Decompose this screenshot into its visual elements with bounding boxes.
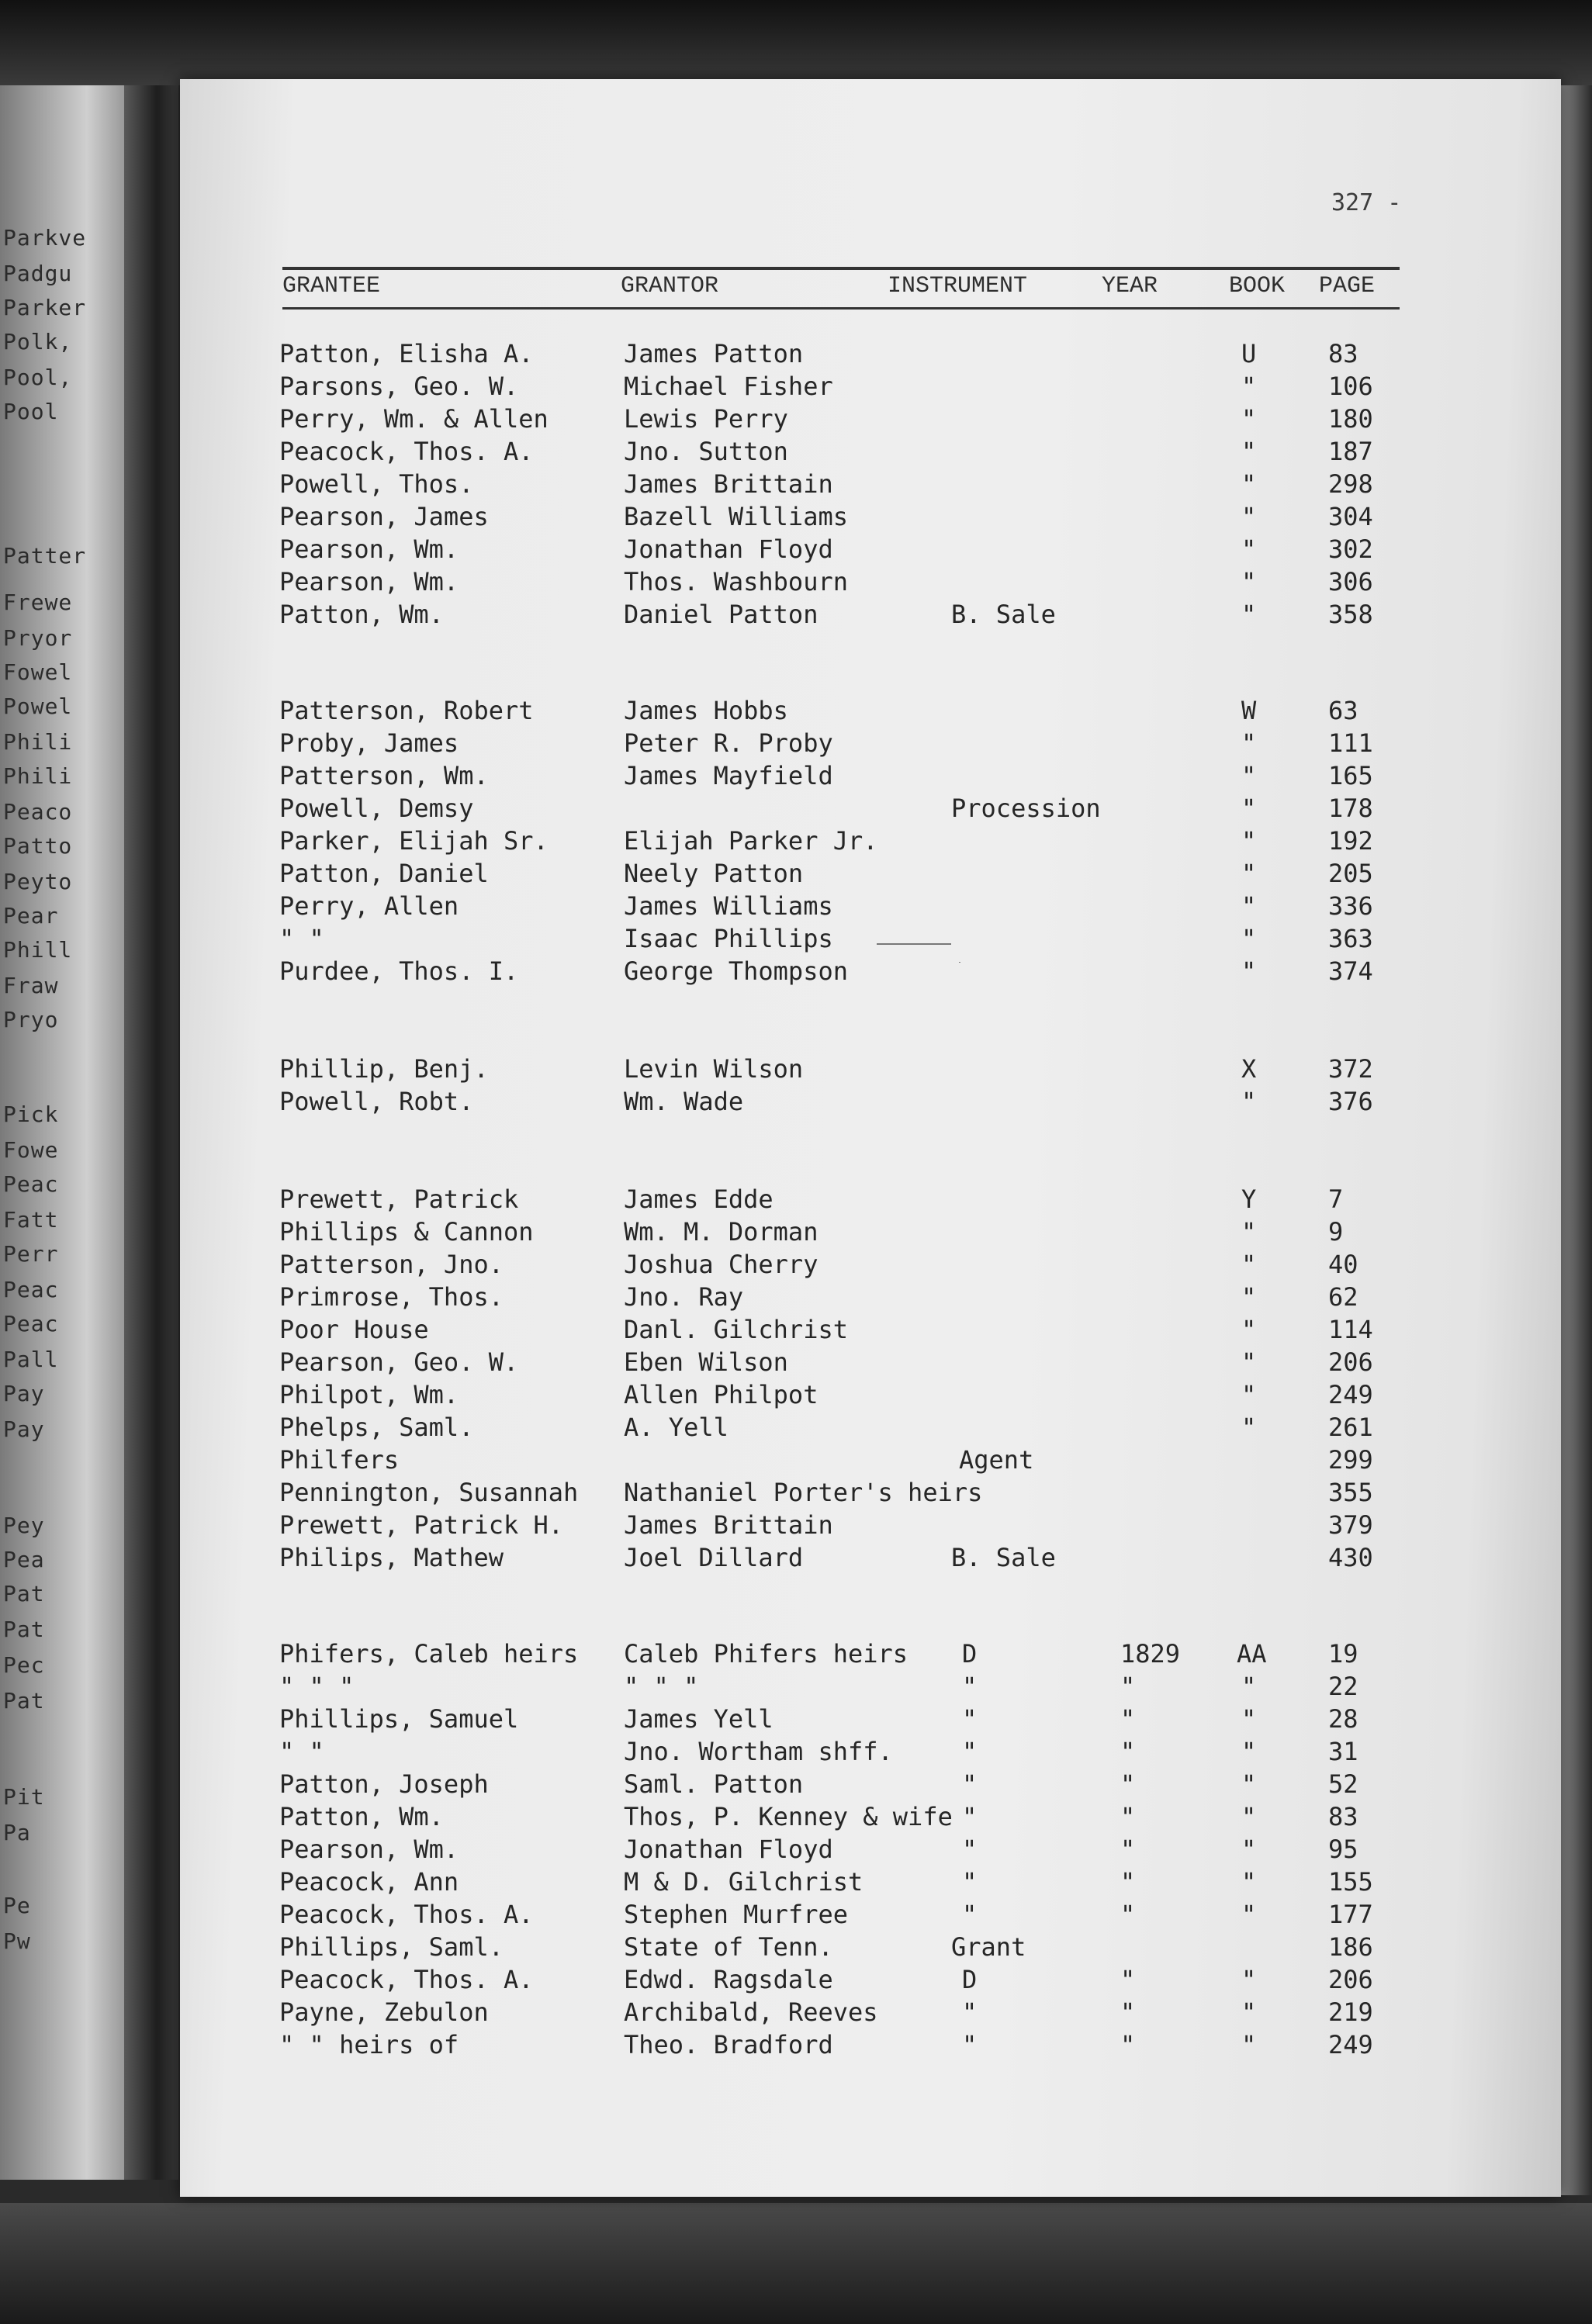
row-36-year: "	[1120, 1737, 1136, 1766]
row-16-page: 336	[1328, 891, 1373, 921]
row-45-instrument: "	[962, 2030, 978, 2059]
row-43-grantor: Edwd. Ragsdale	[624, 1965, 833, 1994]
row-26-book: "	[1241, 1347, 1257, 1377]
adjacent-page-fragment: Pear	[3, 903, 59, 929]
row-26-page: 206	[1328, 1347, 1373, 1377]
row-10-page: 63	[1328, 696, 1358, 725]
row-25-grantee: Poor House	[279, 1315, 429, 1344]
row-1-grantor: James Patton	[624, 339, 804, 368]
row-20-book: "	[1241, 1087, 1257, 1116]
adjacent-page-fragment: Pw	[3, 1928, 31, 1954]
row-7-grantee: Pearson, Wm.	[279, 534, 459, 564]
adjacent-page-fragment: Pryo	[3, 1007, 59, 1032]
row-12-book: "	[1241, 761, 1257, 790]
adjacent-page-fragment: Phili	[3, 763, 73, 789]
row-34-grantor: " " "	[624, 1672, 699, 1701]
row-36-book: "	[1241, 1737, 1257, 1766]
adjacent-page-fragment: Fatt	[3, 1207, 59, 1233]
row-37-grantor: Saml. Patton	[624, 1769, 804, 1799]
row-17-grantee: " "	[279, 924, 324, 953]
row-27-grantee: Philpot, Wm.	[279, 1380, 459, 1409]
adjacent-page-fragment: Pay	[3, 1381, 45, 1406]
row-5-page: 298	[1328, 469, 1373, 499]
row-40-book: "	[1241, 1867, 1257, 1897]
row-44-grantee: Payne, Zebulon	[279, 1997, 489, 2027]
adjacent-page-fragment: Phili	[3, 729, 73, 755]
row-15-grantee: Patton, Daniel	[279, 859, 489, 888]
row-26-grantor: Eben Wilson	[624, 1347, 788, 1377]
row-25-page: 114	[1328, 1315, 1373, 1344]
row-31-page: 379	[1328, 1510, 1373, 1540]
adjacent-page-fragment: Perr	[3, 1241, 59, 1267]
film-border-right	[1561, 85, 1592, 2195]
row-21-book: Y	[1241, 1184, 1257, 1214]
row-41-grantee: Peacock, Thos. A.	[279, 1900, 534, 1929]
row-27-grantor: Allen Philpot	[624, 1380, 818, 1409]
row-44-book: "	[1241, 1997, 1257, 2027]
adjacent-page-fragment: Fowe	[3, 1137, 59, 1163]
row-38-page: 83	[1328, 1802, 1358, 1831]
adjacent-page-fragment: Pec	[3, 1652, 45, 1678]
row-27-book: "	[1241, 1380, 1257, 1409]
row-21-grantor: James Edde	[624, 1184, 774, 1214]
adjacent-page-fragment: Pe	[3, 1893, 31, 1918]
row-21-page: 7	[1328, 1184, 1344, 1214]
row-4-grantor: Jno. Sutton	[624, 437, 788, 466]
adjacent-page-fragment: Fowel	[3, 659, 73, 685]
film-border-top	[0, 0, 1592, 85]
row-29-page: 299	[1328, 1445, 1373, 1475]
row-12-grantee: Patterson, Wm.	[279, 761, 489, 790]
adjacent-page-fragment: Peac	[3, 1311, 59, 1337]
row-35-year: "	[1120, 1704, 1136, 1734]
row-40-page: 155	[1328, 1867, 1373, 1897]
row-22-grantee: Phillips & Cannon	[279, 1217, 534, 1247]
row-16-grantee: Perry, Allen	[279, 891, 459, 921]
row-28-grantee: Phelps, Saml.	[279, 1413, 474, 1442]
row-45-year: "	[1120, 2030, 1136, 2059]
row-33-book: AA	[1237, 1639, 1267, 1669]
row-38-grantee: Patton, Wm.	[279, 1802, 444, 1831]
header-grantor: GRANTOR	[621, 273, 719, 299]
row-20-grantee: Powell, Robt.	[279, 1087, 474, 1116]
adjacent-page-fragment: Pat	[3, 1688, 45, 1714]
row-8-grantor: Thos. Washbourn	[624, 567, 848, 597]
header-page: PAGE	[1319, 273, 1376, 299]
row-30-page: 355	[1328, 1478, 1373, 1507]
row-18-grantor: George Thompson	[624, 956, 848, 986]
adjacent-page-fragment: Padgu	[3, 261, 73, 286]
row-14-grantor: Elijah Parker Jr.	[624, 826, 878, 856]
row-3-book: "	[1241, 404, 1257, 434]
row-38-book: "	[1241, 1802, 1257, 1831]
row-40-grantee: Peacock, Ann	[279, 1867, 459, 1897]
pencil-dot	[959, 962, 960, 963]
adjacent-page-fragment: Pit	[3, 1784, 45, 1810]
row-35-book: "	[1241, 1704, 1257, 1734]
row-9-page: 358	[1328, 600, 1373, 629]
row-11-grantee: Proby, James	[279, 728, 459, 758]
row-13-page: 178	[1328, 794, 1373, 823]
row-8-page: 306	[1328, 567, 1373, 597]
row-42-grantor: State of Tenn.	[624, 1932, 833, 1962]
row-36-instrument: "	[962, 1737, 978, 1766]
row-17-grantor: Isaac Phillips	[624, 924, 833, 953]
row-6-grantee: Pearson, James	[279, 502, 489, 531]
row-18-page: 374	[1328, 956, 1373, 986]
row-34-page: 22	[1328, 1672, 1358, 1701]
row-7-grantor: Jonathan Floyd	[624, 534, 833, 564]
adjacent-page-fragment: Peac	[3, 1171, 59, 1197]
page-number: 327 -	[1331, 189, 1402, 216]
row-40-instrument: "	[962, 1867, 978, 1897]
row-44-instrument: "	[962, 1997, 978, 2027]
row-24-book: "	[1241, 1282, 1257, 1312]
row-22-grantor: Wm. M. Dorman	[624, 1217, 818, 1247]
row-15-page: 205	[1328, 859, 1373, 888]
adjacent-page-fragment: Pea	[3, 1547, 45, 1572]
row-45-book: "	[1241, 2030, 1257, 2059]
adjacent-page-fragment: Parker	[3, 295, 87, 320]
row-25-book: "	[1241, 1315, 1257, 1344]
row-23-page: 40	[1328, 1250, 1358, 1279]
row-33-grantor: Caleb Phifers heirs	[624, 1639, 908, 1669]
adjacent-page-left	[0, 85, 124, 2180]
row-19-grantee: Phillip, Benj.	[279, 1054, 489, 1084]
adjacent-page-fragment: Patter	[3, 543, 87, 569]
row-24-page: 62	[1328, 1282, 1358, 1312]
row-19-page: 372	[1328, 1054, 1373, 1084]
row-14-book: "	[1241, 826, 1257, 856]
row-3-grantor: Lewis Perry	[624, 404, 788, 434]
row-41-year: "	[1120, 1900, 1136, 1929]
row-38-grantor: Thos, P. Kenney & wife	[624, 1802, 953, 1831]
row-5-grantor: James Brittain	[624, 469, 833, 499]
row-13-book: "	[1241, 794, 1257, 823]
row-4-grantee: Peacock, Thos. A.	[279, 437, 534, 466]
pencil-mark	[877, 943, 951, 945]
row-40-grantor: M & D. Gilchrist	[624, 1867, 863, 1897]
row-23-grantor: Joshua Cherry	[624, 1250, 818, 1279]
row-35-grantor: James Yell	[624, 1704, 774, 1734]
row-43-instrument: D	[962, 1965, 978, 1994]
adjacent-page-fragment: Polk,	[3, 329, 73, 354]
row-2-page: 106	[1328, 372, 1373, 401]
row-9-grantor: Daniel Patton	[624, 600, 818, 629]
adjacent-page-fragment: Frewe	[3, 590, 73, 615]
row-44-page: 219	[1328, 1997, 1373, 2027]
row-2-book: "	[1241, 372, 1257, 401]
row-15-book: "	[1241, 859, 1257, 888]
row-37-page: 52	[1328, 1769, 1358, 1799]
row-3-grantee: Perry, Wm. & Allen	[279, 404, 549, 434]
row-6-book: "	[1241, 502, 1257, 531]
adjacent-page-fragment: Pick	[3, 1101, 59, 1127]
row-36-grantor: Jno. Wortham shff.	[624, 1737, 893, 1766]
adjacent-page-fragment: Parkve	[3, 225, 87, 251]
row-25-grantor: Danl. Gilchrist	[624, 1315, 848, 1344]
row-13-instrument: Procession	[951, 794, 1101, 823]
row-45-grantor: Theo. Bradford	[624, 2030, 833, 2059]
row-41-instrument: "	[962, 1900, 978, 1929]
adjacent-page-fragment: Pall	[3, 1347, 59, 1372]
row-41-page: 177	[1328, 1900, 1373, 1929]
row-29-instrument: Agent	[959, 1445, 1034, 1475]
adjacent-page-fragment: Powel	[3, 693, 73, 719]
row-32-instrument: B. Sale	[951, 1543, 1056, 1572]
row-35-grantee: Phillips, Samuel	[279, 1704, 519, 1734]
row-33-page: 19	[1328, 1639, 1358, 1669]
adjacent-page-fragment: Pool,	[3, 365, 73, 390]
row-17-page: 363	[1328, 924, 1373, 953]
row-36-page: 31	[1328, 1737, 1358, 1766]
row-31-grantee: Prewett, Patrick H.	[279, 1510, 564, 1540]
header-book: BOOK	[1229, 273, 1286, 299]
row-42-grantee: Phillips, Saml.	[279, 1932, 504, 1962]
row-45-page: 249	[1328, 2030, 1373, 2059]
row-10-grantee: Patterson, Robert	[279, 696, 534, 725]
row-34-book: "	[1241, 1672, 1257, 1701]
row-1-grantee: Patton, Elisha A.	[279, 339, 534, 368]
row-5-grantee: Powell, Thos.	[279, 469, 474, 499]
adjacent-page-fragment: Fraw	[3, 973, 59, 998]
row-9-grantee: Patton, Wm.	[279, 600, 444, 629]
adjacent-page-fragment: Pa	[3, 1820, 31, 1845]
row-10-book: W	[1241, 696, 1257, 725]
row-4-book: "	[1241, 437, 1257, 466]
row-34-grantee: " " "	[279, 1672, 355, 1701]
header-rule-top	[282, 267, 1400, 270]
row-33-grantee: Phifers, Caleb heirs	[279, 1639, 579, 1669]
row-30-grantor: Nathaniel Porter's heirs	[624, 1478, 983, 1507]
adjacent-page-fragment: Patto	[3, 833, 73, 859]
row-30-grantee: Pennington, Susannah	[279, 1478, 579, 1507]
adjacent-page-fragment: Pool	[3, 399, 59, 424]
row-24-grantor: Jno. Ray	[624, 1282, 744, 1312]
row-39-grantee: Pearson, Wm.	[279, 1835, 459, 1864]
row-41-grantor: Stephen Murfree	[624, 1900, 848, 1929]
row-28-page: 261	[1328, 1413, 1373, 1442]
row-9-book: "	[1241, 600, 1257, 629]
row-2-grantor: Michael Fisher	[624, 372, 833, 401]
row-9-instrument: B. Sale	[951, 600, 1056, 629]
row-20-grantor: Wm. Wade	[624, 1087, 744, 1116]
header-grantee: GRANTEE	[282, 273, 381, 299]
row-38-instrument: "	[962, 1802, 978, 1831]
row-11-book: "	[1241, 728, 1257, 758]
row-39-instrument: "	[962, 1835, 978, 1864]
row-14-grantee: Parker, Elijah Sr.	[279, 826, 549, 856]
row-1-book: U	[1241, 339, 1257, 368]
row-32-grantor: Joel Dillard	[624, 1543, 804, 1572]
row-22-page: 9	[1328, 1217, 1344, 1247]
row-40-year: "	[1120, 1867, 1136, 1897]
row-6-grantor: Bazell Williams	[624, 502, 848, 531]
row-15-grantor: Neely Patton	[624, 859, 804, 888]
row-1-page: 83	[1328, 339, 1358, 368]
film-border-bottom	[0, 2203, 1592, 2324]
row-22-book: "	[1241, 1217, 1257, 1247]
row-43-page: 206	[1328, 1965, 1373, 1994]
row-39-grantor: Jonathan Floyd	[624, 1835, 833, 1864]
row-12-page: 165	[1328, 761, 1373, 790]
row-12-grantor: James Mayfield	[624, 761, 833, 790]
row-6-page: 304	[1328, 502, 1373, 531]
row-43-grantee: Peacock, Thos. A.	[279, 1965, 534, 1994]
row-14-page: 192	[1328, 826, 1373, 856]
adjacent-page-fragment: Pat	[3, 1617, 45, 1642]
header-year: YEAR	[1102, 273, 1158, 299]
row-42-page: 186	[1328, 1932, 1373, 1962]
adjacent-page-fragment: Pay	[3, 1416, 45, 1442]
binding-gutter	[124, 85, 178, 2180]
row-32-grantee: Philips, Mathew	[279, 1543, 504, 1572]
row-18-book: "	[1241, 956, 1257, 986]
header-rule-bottom	[282, 307, 1400, 310]
row-7-page: 302	[1328, 534, 1373, 564]
adjacent-page-fragment: Phill	[3, 937, 73, 963]
row-5-book: "	[1241, 469, 1257, 499]
row-39-page: 95	[1328, 1835, 1358, 1864]
row-39-year: "	[1120, 1835, 1136, 1864]
row-44-grantor: Archibald, Reeves	[624, 1997, 878, 2027]
row-8-book: "	[1241, 567, 1257, 597]
row-45-grantee: " " heirs of	[279, 2030, 459, 2059]
adjacent-page-fragment: Pat	[3, 1581, 45, 1606]
row-41-book: "	[1241, 1900, 1257, 1929]
row-37-year: "	[1120, 1769, 1136, 1799]
row-23-grantee: Patterson, Jno.	[279, 1250, 504, 1279]
row-35-page: 28	[1328, 1704, 1358, 1734]
row-35-instrument: "	[962, 1704, 978, 1734]
adjacent-page-fragment: Pryor	[3, 625, 73, 651]
row-33-instrument: D	[962, 1639, 978, 1669]
row-37-instrument: "	[962, 1769, 978, 1799]
row-4-page: 187	[1328, 437, 1373, 466]
row-28-book: "	[1241, 1413, 1257, 1442]
row-26-grantee: Pearson, Geo. W.	[279, 1347, 519, 1377]
row-10-grantor: James Hobbs	[624, 696, 788, 725]
row-37-book: "	[1241, 1769, 1257, 1799]
row-27-page: 249	[1328, 1380, 1373, 1409]
row-44-year: "	[1120, 1997, 1136, 2027]
row-33-year: 1829	[1120, 1639, 1181, 1669]
row-23-book: "	[1241, 1250, 1257, 1279]
row-21-grantee: Prewett, Patrick	[279, 1184, 519, 1214]
row-20-page: 376	[1328, 1087, 1373, 1116]
row-19-book: X	[1241, 1054, 1257, 1084]
row-24-grantee: Primrose, Thos.	[279, 1282, 504, 1312]
adjacent-page-fragment: Peac	[3, 1277, 59, 1302]
row-2-grantee: Parsons, Geo. W.	[279, 372, 519, 401]
row-32-page: 430	[1328, 1543, 1373, 1572]
row-36-grantee: " "	[279, 1737, 324, 1766]
row-29-grantee: Philfers	[279, 1445, 400, 1475]
row-34-instrument: "	[962, 1672, 978, 1701]
header-instrument: INSTRUMENT	[888, 273, 1028, 299]
row-13-grantee: Powell, Demsy	[279, 794, 474, 823]
row-43-book: "	[1241, 1965, 1257, 1994]
row-38-year: "	[1120, 1802, 1136, 1831]
row-11-page: 111	[1328, 728, 1373, 758]
row-16-grantor: James Williams	[624, 891, 833, 921]
row-11-grantor: Peter R. Proby	[624, 728, 833, 758]
adjacent-page-fragment: Peaco	[3, 799, 73, 825]
row-34-year: "	[1120, 1672, 1136, 1701]
row-8-grantee: Pearson, Wm.	[279, 567, 459, 597]
row-31-grantor: James Brittain	[624, 1510, 833, 1540]
row-43-year: "	[1120, 1965, 1136, 1994]
row-42-instrument: Grant	[951, 1932, 1026, 1962]
row-17-book: "	[1241, 924, 1257, 953]
row-39-book: "	[1241, 1835, 1257, 1864]
row-37-grantee: Patton, Joseph	[279, 1769, 489, 1799]
row-28-grantor: A. Yell	[624, 1413, 729, 1442]
row-3-page: 180	[1328, 404, 1373, 434]
adjacent-page-fragment: Peyto	[3, 869, 73, 894]
row-16-book: "	[1241, 891, 1257, 921]
row-7-book: "	[1241, 534, 1257, 564]
adjacent-page-fragment: Pey	[3, 1513, 45, 1538]
row-18-grantee: Purdee, Thos. I.	[279, 956, 519, 986]
row-19-grantor: Levin Wilson	[624, 1054, 804, 1084]
